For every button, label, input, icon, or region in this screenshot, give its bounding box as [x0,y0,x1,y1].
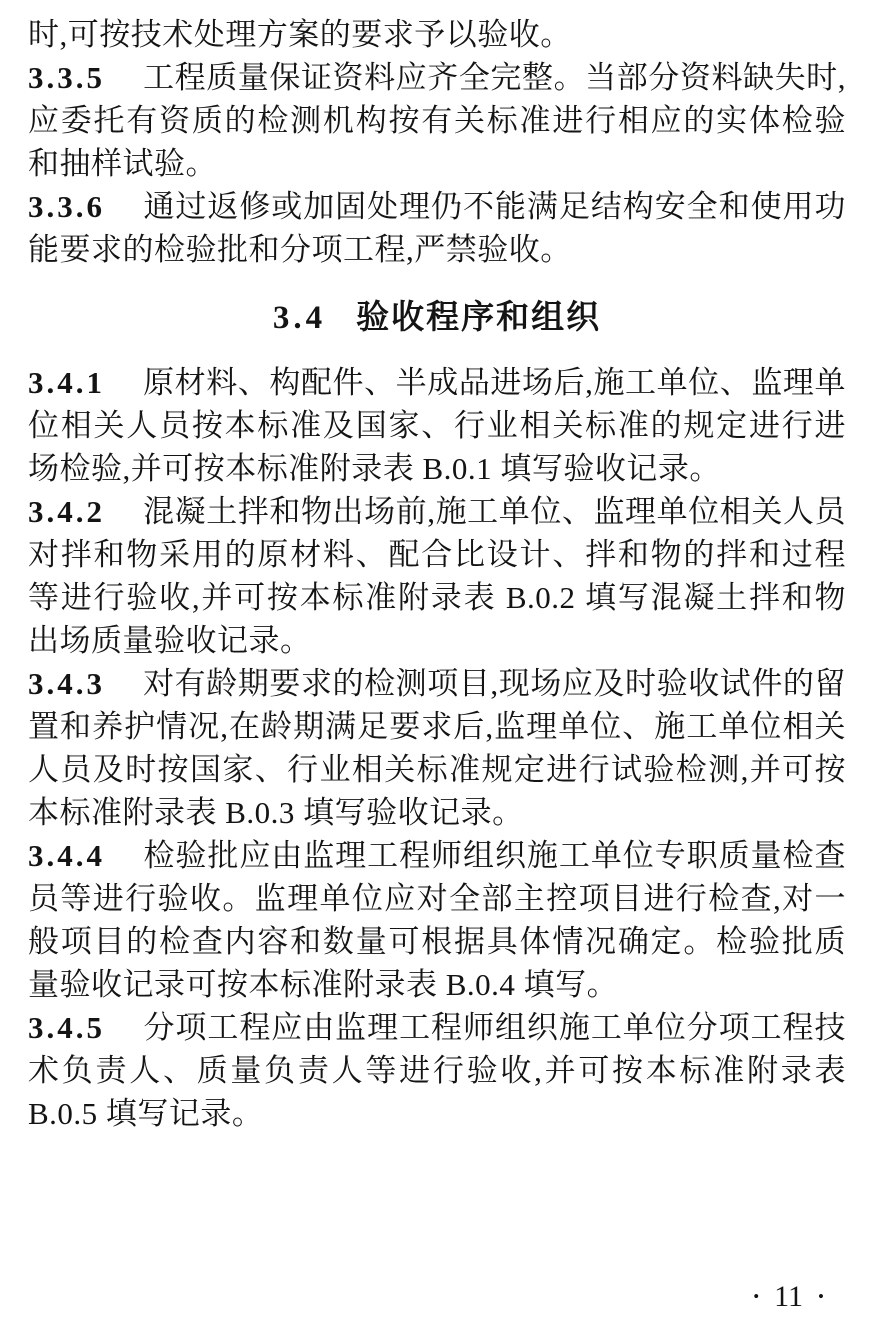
clause-text: 时,可按技术处理方案的要求予以验收。 [28,17,572,52]
paragraph-3-4-3 [28,662,846,834]
clause-number: 3.3.5 [28,60,105,95]
clause-number: 3.4.4 [28,838,105,873]
clause-text: 混凝土拌和物出场前,施工单位、监理单位相关人员对拌和物采用的原材料、配合比设计、拌和物的拌和过程等进行验收,并可按本标准附录表 B.0.2 填写混凝土拌和物出场质量验收记录。 [28,494,846,658]
page-footer [753,1280,824,1314]
paragraph-3-3-5 [28,56,846,185]
section-title: 验收程序和组织 [356,300,602,336]
section-heading [28,296,846,340]
clause-number: 3.4.5 [28,1010,105,1045]
section-number: 3.4 [272,300,327,336]
clause-text: 对有龄期要求的检测项目,现场应及时验收试件的留置和养护情况,在龄期满足要求后,监理单位、施工单位相关人员及时按国家、行业相关标准规定进行试验检测,并可按本标准附录表 B.0.3 填写验收记录。 [28,666,846,830]
clause-text: 通过返修或加固处理仍不能满足结构安全和使用功能要求的检验批和分项工程,严禁验收。 [28,189,846,267]
paragraph-3-4-4 [28,834,846,1006]
paragraph-3-3-6 [28,185,846,271]
clause-text: 分项工程应由监理工程师组织施工单位分项工程技术负责人、质量负责人等进行验收,并可按本标准附录表 B.0.5 填写记录。 [28,1010,846,1131]
clause-text: 检验批应由监理工程师组织施工单位专职质量检查员等进行验收。监理单位应对全部主控项目进行检查,对一般项目的检查内容和数量可根据具体情况确定。检验批质量验收记录可按本标准附录表 B.0.4 填写。 [28,838,846,1002]
clause-number: 3.4.2 [28,494,105,529]
paragraph-3-4-5 [28,1006,846,1135]
paragraph-3-4-2 [28,490,846,662]
clause-number: 3.4.1 [28,365,105,400]
paragraph-3-4-1 [28,361,846,490]
clause-number: 3.3.6 [28,189,105,224]
clause-number: 3.4.3 [28,666,105,701]
footer-dot-left: • [753,1287,760,1306]
footer-dot-right: • [818,1287,824,1306]
paragraph-continuation [28,13,846,56]
clause-text: 工程质量保证资料应齐全完整。当部分资料缺失时,应委托有资质的检测机构按有关标准进行相应的实体检验和抽样试验。 [28,60,846,181]
page-number: 11 [774,1280,804,1313]
clause-text: 原材料、构配件、半成品进场后,施工单位、监理单位相关人员按本标准及国家、行业相关标准的规定进行进场检验,并可按本标准附录表 B.0.1 填写验收记录。 [28,365,846,486]
